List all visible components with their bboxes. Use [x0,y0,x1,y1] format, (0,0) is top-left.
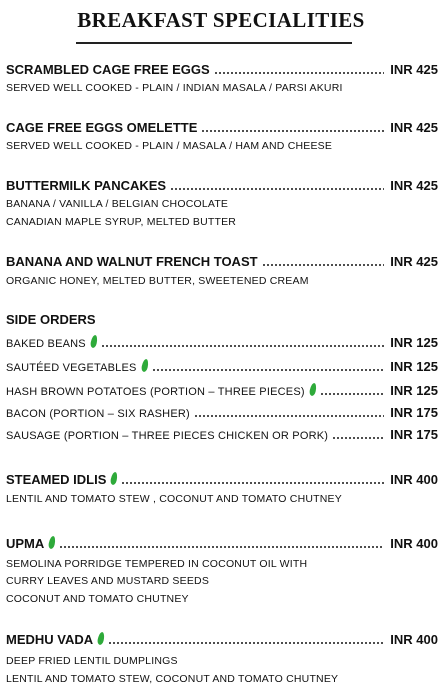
green-leaf-icon [97,632,106,646]
item-price: INR 425 [390,120,438,135]
item-name: BANANA AND WALNUT FRENCH TOAST [6,254,258,269]
green-leaf-icon [110,472,119,486]
item-name: HASH BROWN POTATOES (PORTION – THREE PIECES) [6,386,305,398]
item-description: CANADIAN MAPLE SYRUP, MELTED BUTTER [6,216,237,228]
item-name: BACON (PORTION – SIX RASHER) [6,408,190,420]
side-order-item [6,383,438,398]
item-description: SERVED WELL COOKED - PLAIN / MASALA / HAM AND CHEESE [6,140,333,152]
leader-dots [152,368,385,372]
item-price: INR 400 [390,632,438,647]
item-name: BUTTERMILK PANCAKES [6,178,167,193]
leader-dots [201,129,384,133]
item-description: COCONUT AND TOMATO CHUTNEY [6,593,189,605]
item-price: INR 425 [390,254,438,269]
leader-dots [194,414,384,418]
item-price: INR 175 [390,427,438,442]
item-description: LENTIL AND TOMATO STEW, COCONUT AND TOMATO CHUTNEY [6,673,339,685]
menu-item [6,632,438,647]
item-name: BAKED BEANS [6,338,86,350]
green-leaf-icon [90,335,99,349]
item-name: MEDHU VADA [6,632,94,647]
menu-item [6,178,438,193]
item-description: SEMOLINA PORRIDGE TEMPERED IN COCONUT OIL WITH [6,558,308,570]
page-title: BREAKFAST SPECIALITIES [77,8,365,32]
item-description: CURRY LEAVES AND MUSTARD SEEDS [6,575,210,587]
side-order-item [6,335,438,350]
item-name: UPMA [6,536,45,551]
item-name: STEAMED IDLIS [6,472,107,487]
leader-dots [332,436,384,440]
menu-item [6,254,438,269]
item-price: INR 425 [390,178,438,193]
menu-item [6,120,438,135]
leader-dots [101,344,384,348]
item-description: SERVED WELL COOKED - PLAIN / INDIAN MASALA / PARSI AKURI [6,82,343,94]
item-price: INR 125 [390,383,438,398]
leader-dots [214,71,385,75]
item-description: DEEP FRIED LENTIL DUMPLINGS [6,655,178,667]
item-name: SCRAMBLED CAGE FREE EGGS [6,62,210,77]
leader-dots [121,481,384,485]
side-order-item [6,405,438,420]
item-name: CAGE FREE EGGS OMELETTE [6,120,198,135]
title-underline [76,42,352,44]
green-leaf-icon [140,359,149,373]
menu-item [6,536,438,551]
item-price: INR 125 [390,359,438,374]
leader-dots [320,392,385,396]
item-price: INR 125 [390,335,438,350]
side-order-item [6,359,438,374]
item-description: ORGANIC HONEY, MELTED BUTTER, SWEETENED CREAM [6,275,309,287]
side-order-item [6,427,438,442]
item-price: INR 400 [390,472,438,487]
leader-dots [170,187,384,191]
leader-dots [59,545,384,549]
menu-item [6,62,438,77]
item-description: BANANA / VANILLA / BELGIAN CHOCOLATE [6,198,229,210]
item-price: INR 425 [390,62,438,77]
item-price: INR 175 [390,405,438,420]
green-leaf-icon [308,383,317,397]
leader-dots [262,263,385,267]
green-leaf-icon [48,536,57,550]
menu-item [6,472,438,487]
leader-dots [108,641,384,645]
item-description: LENTIL AND TOMATO STEW , COCONUT AND TOMATO CHUTNEY [6,493,342,505]
section-title: SIDE ORDERS [6,312,96,327]
item-name: SAUTÉED VEGETABLES [6,362,137,374]
item-price: INR 400 [390,536,438,551]
item-name: SAUSAGE (PORTION – THREE PIECES CHICKEN OR PORK) [6,430,329,442]
